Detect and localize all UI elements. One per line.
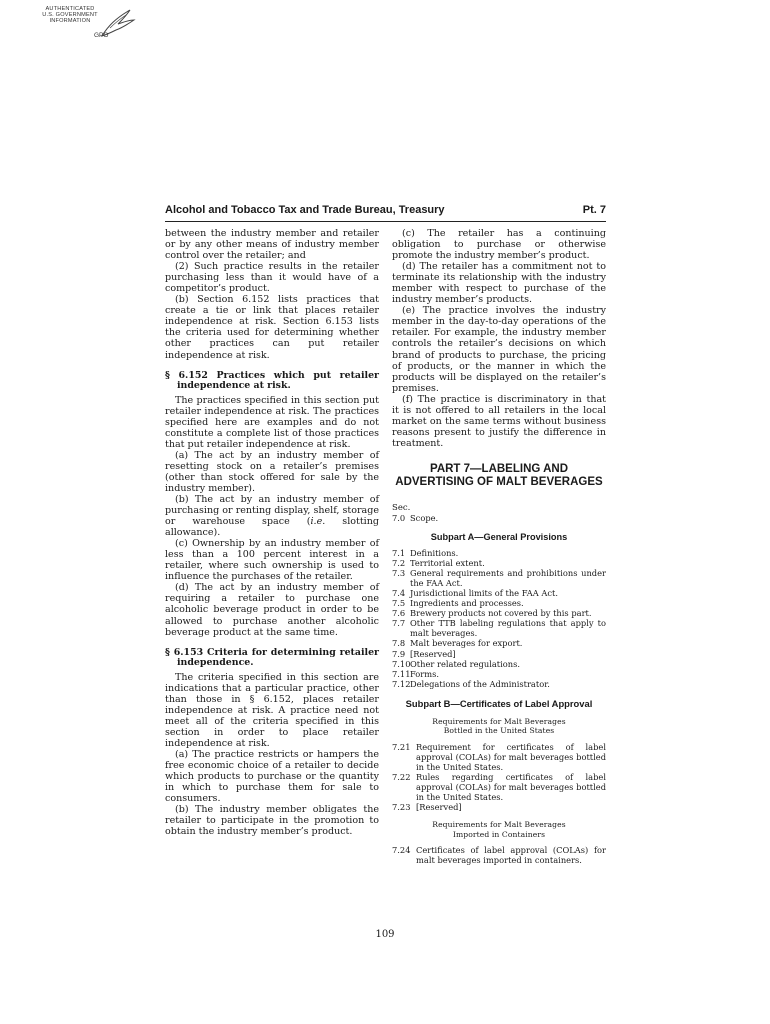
page-number: 109 [375, 929, 395, 940]
toc-number: 7.11 [392, 668, 411, 679]
toc-item[interactable] [392, 638, 606, 648]
toc-number: 7.23 [392, 802, 411, 813]
stamp-line: U.S. GOVERNMENT [42, 12, 98, 19]
toc-number: 7.24 [392, 845, 411, 856]
toc-item[interactable] [392, 649, 606, 659]
paragraph: between the industry member and retailer or by any other means of industry member control over the retailer; and [165, 228, 379, 262]
group-heading-line: Imported in Containers [452, 829, 546, 839]
paragraph: (d) The retailer has a commitment not to terminate its relationship with the industry member with respect to purchase of the industry member’s products. [392, 261, 606, 306]
part-title-line: PART 7—LABELING AND [430, 462, 568, 475]
running-head [165, 204, 606, 222]
toc-label: Other related regulations. [410, 658, 521, 669]
sec-label: Sec. [392, 502, 411, 513]
toc-label: Jurisdictional limits of the FAA Act. [410, 588, 558, 599]
paragraph [165, 494, 379, 538]
paragraph: (c) The retailer has a continuing obligation to purchase or otherwise promote the industry member’s product. [392, 228, 606, 262]
paragraph: (f) The practice is discriminatory in that it is not offered to all retailers in the local market on the same terms without business reasons present to justify the difference in treatment. [392, 393, 606, 449]
toc-item[interactable] [392, 845, 606, 865]
group-heading-line: Requirements for Malt Beverages [432, 820, 566, 830]
toc-label: Definitions. [410, 548, 459, 559]
table-of-contents [392, 503, 606, 866]
toc-label: [Reserved] [410, 648, 456, 659]
group-heading [410, 717, 588, 736]
toc-item[interactable] [392, 772, 606, 802]
text-run: (b) The act by an industry member of purchasing or renting display, shelf, storage or warehouse space ( [165, 493, 379, 528]
subpart-a-heading: Subpart A—General Provisions [430, 531, 568, 542]
toc-label: [Reserved] [416, 802, 462, 813]
group1-list [392, 742, 606, 812]
toc-number: 7.21 [392, 741, 411, 752]
toc-label: Forms. [410, 668, 440, 679]
toc-label: Certificates of label approval (COLAs) for malt beverages imported in containers. [416, 845, 606, 866]
toc-item[interactable] [392, 802, 606, 812]
running-head-title: Alcohol and Tobacco Tax and Trade Bureau, Treasury [165, 204, 445, 216]
toc-item[interactable] [392, 659, 606, 669]
toc-number: 7.4 [392, 588, 406, 599]
toc-number: 7.6 [392, 608, 406, 619]
paragraph: The practices specified in this section put retailer independence at risk. The practices specified here are examples and do not constitute a complete list of those practices that put retailer independence at risk. [165, 394, 379, 450]
stamp-text [38, 6, 102, 25]
group-heading-line: Bottled in the United States [443, 726, 555, 736]
part-title [392, 463, 606, 489]
paragraph: (e) The practice involves the industry member in the day-to-day operations of the retailer. For example, the industry member controls the retailer’s decisions on which brand of products to purchase, the pricing of products, or the manner in which the products will be displayed on the retailer’s premises. [392, 305, 606, 394]
subpart-a-list [392, 548, 606, 689]
authenticated-gpo-stamp [38, 6, 148, 48]
text-run: slotting allowance). [165, 516, 379, 539]
toc-item[interactable] [392, 588, 606, 598]
stamp-gpo: GPO [94, 32, 109, 39]
toc-number: 7.7 [392, 618, 406, 629]
toc-number: 7.0 [392, 512, 406, 523]
toc-item[interactable] [392, 598, 606, 608]
toc-label: Brewery products not covered by this part. [410, 608, 592, 619]
toc-label: General requirements and prohibitions under the FAA Act. [410, 568, 606, 589]
stamp-line: AUTHENTICATED [45, 6, 95, 12]
toc-number: 7.12 [392, 678, 411, 689]
toc-item[interactable] [392, 679, 606, 689]
paragraph: (2) Such practice results in the retailer purchasing less than it would have of a competitor’s product. [165, 261, 379, 295]
group2-list [392, 845, 606, 865]
toc-number: 7.8 [392, 638, 406, 649]
toc-number: 7.10 [392, 658, 411, 669]
toc-item[interactable] [392, 568, 606, 588]
running-head-part: Pt. 7 [582, 204, 606, 216]
toc-number: 7.3 [392, 568, 406, 579]
toc-label: Territorial extent. [410, 558, 485, 569]
subpart-b-heading: Subpart B—Certificates of Label Approval [405, 697, 593, 709]
paragraph: (b) The industry member obligates the retailer to participate in the promotion to obtain the industry member’s product. [165, 804, 379, 838]
toc-label: Ingredients and processes. [410, 598, 524, 609]
toc-number: 7.5 [392, 598, 406, 609]
right-column [392, 228, 606, 866]
toc-label: Other TTB labeling regulations that apply to malt beverages. [410, 618, 606, 639]
paragraph: (a) The act by an industry member of resetting stock on a retailer’s premises (other than stock offered for sale by the industry member). [165, 449, 379, 494]
italic-text: i.e. [310, 516, 326, 528]
section-heading-6-152: § 6.152 Practices which put retailer independence at risk. [165, 369, 379, 392]
toc-item[interactable] [392, 513, 606, 523]
toc-label: Rules regarding certificates of label approval (COLAs) for malt beverages bottled in the United States. [416, 772, 606, 803]
stamp-line: INFORMATION [49, 18, 91, 25]
toc-number: 7.1 [392, 548, 406, 559]
toc-label: Delegations of the Administrator. [410, 678, 550, 689]
paragraph: The criteria specified in this section are indications that a particular practice, other than those in § 6.152, places retailer independence at risk. A practice need not meet all of the criteria specified in this section in order to place retailer independence at risk. [165, 671, 379, 749]
toc-label: Scope. [410, 512, 439, 523]
left-column [165, 228, 379, 837]
toc-item[interactable] [392, 548, 606, 558]
toc-number: 7.2 [392, 558, 406, 569]
toc-number: 7.22 [392, 772, 411, 783]
paragraph: (d) The act by an industry member of requiring a retailer to purchase one alcoholic beverage product in order to be allowed to purchase another alcoholic beverage product at the same time. [165, 582, 379, 638]
paragraph: (b) Section 6.152 lists practices that create a tie or link that places retailer independence at risk. Section 6.153 lists the criteria used for determining whether other practices can put retailer independence at risk. [165, 294, 379, 361]
eagle-logo-icon [96, 6, 138, 46]
part-title-line: ADVERTISING OF MALT BEVERAGES [395, 475, 603, 488]
toc-item[interactable] [392, 618, 606, 638]
paragraph: (c) Ownership by an industry member of less than a 100 percent interest in a retailer, where such ownership is used to influence the purchases of the retailer. [165, 538, 379, 583]
toc-item[interactable] [392, 669, 606, 679]
group-heading [410, 820, 588, 839]
paragraph: (a) The practice restricts or hampers the free economic choice of a retailer to decide which products to purchase or the quantity in which to purchase them for sale to consumers. [165, 748, 379, 805]
group-heading-line: Requirements for Malt Beverages [432, 716, 566, 726]
toc-label: Malt beverages for export. [410, 638, 523, 649]
toc-label: Requirement for certificates of label approval (COLAs) for malt beverages bottled in the United States. [416, 741, 606, 773]
toc-item[interactable] [392, 558, 606, 568]
toc-number: 7.9 [392, 648, 406, 659]
toc-item[interactable] [392, 742, 606, 772]
section-heading-6-153: § 6.153 Criteria for determining retailer independence. [165, 646, 379, 669]
toc-item[interactable] [392, 608, 606, 618]
